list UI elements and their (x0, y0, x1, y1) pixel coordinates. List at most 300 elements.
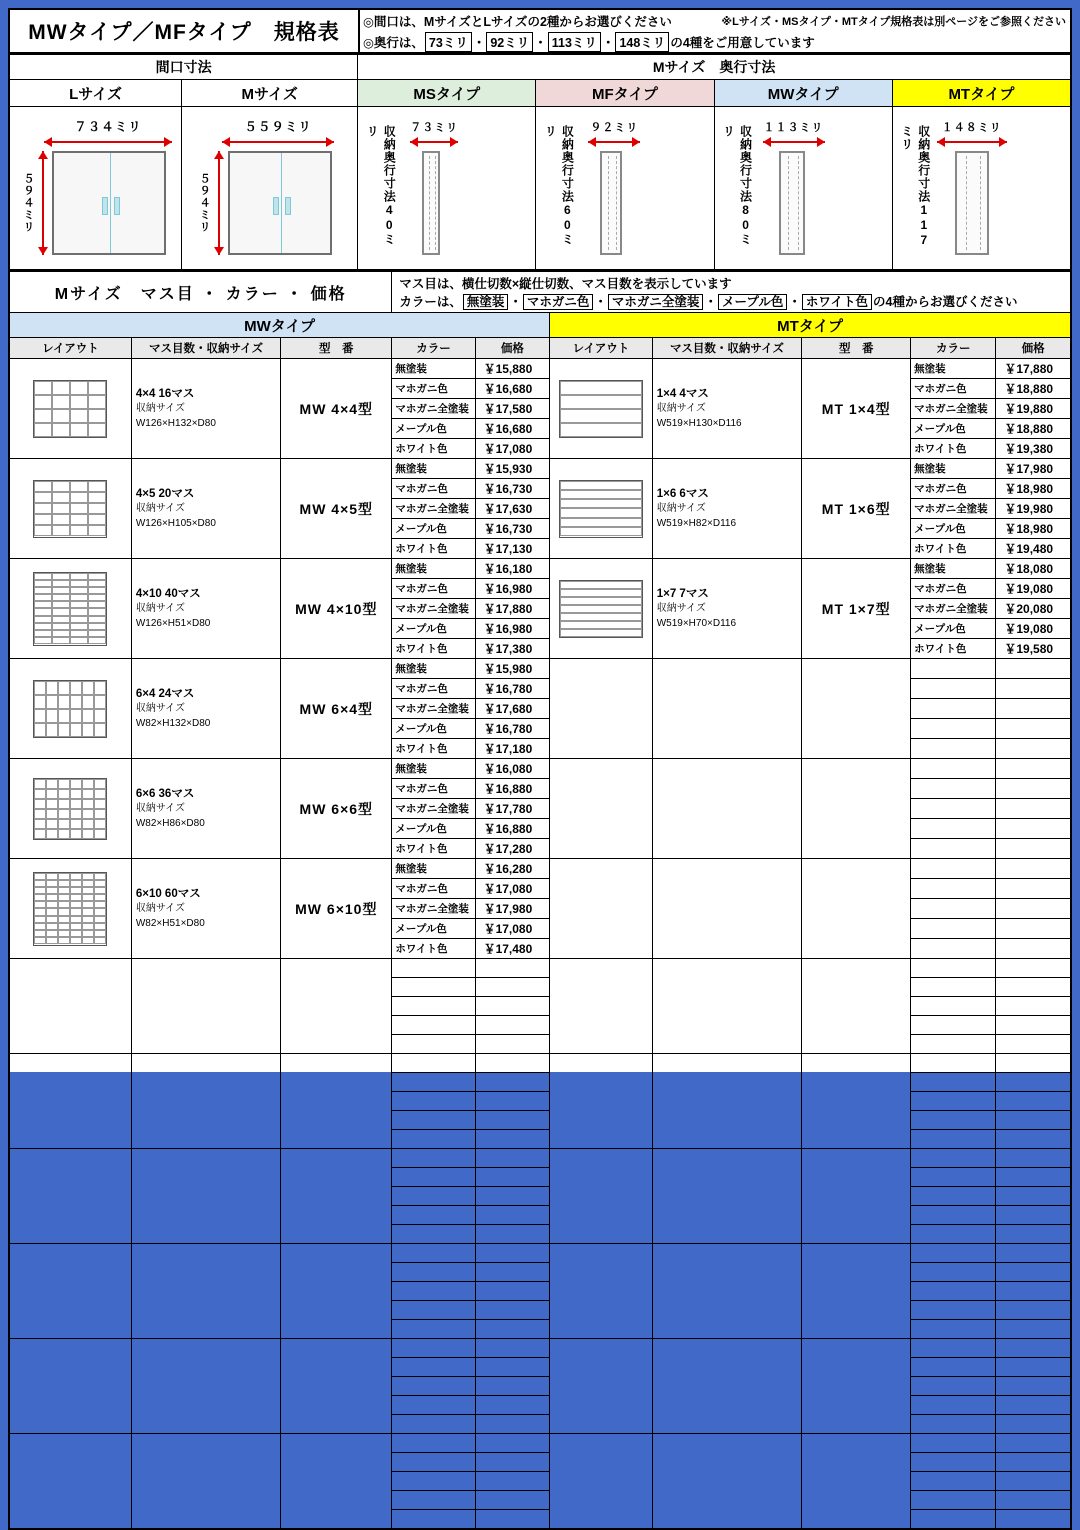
mas-size-cell (652, 1244, 802, 1339)
layout-grid-cell (82, 779, 94, 789)
layout-cell (9, 559, 131, 659)
price-value (475, 1396, 550, 1415)
layout-grid-cell (70, 937, 82, 944)
color-name: 無塗装 (911, 359, 996, 379)
layout-grid-cell (46, 887, 58, 894)
price-value: ￥18,980 (996, 479, 1071, 499)
mt-col-price: 価格 (996, 338, 1071, 359)
price-value: ￥15,880 (475, 359, 550, 379)
layout-grid-cell (34, 630, 52, 637)
size-label: 収納サイズ (135, 803, 186, 815)
color-name (392, 1415, 475, 1434)
color-name: ホワイト色 (911, 639, 996, 659)
color-name (392, 1092, 475, 1111)
layout-grid-cell (88, 630, 106, 637)
layout-grid-cell (70, 608, 88, 615)
price-value (996, 759, 1071, 779)
layout-grid-cell (34, 819, 46, 829)
layout-grid-cell (88, 525, 106, 536)
layout-grid-cell (34, 514, 52, 525)
table-row (9, 859, 1071, 879)
layout-grid-cell (34, 695, 46, 709)
color-name: マホガニ全塗装 (911, 599, 996, 619)
color-name: ホワイト色 (911, 539, 996, 559)
layout-grid-cell (46, 873, 58, 880)
color-name (911, 1168, 996, 1187)
color-name: メープル色 (911, 519, 996, 539)
layout-grid-cell (70, 923, 82, 930)
layout-cell (550, 459, 653, 559)
size-value: W126×H51×D80 (135, 617, 211, 629)
color-name: マホガニ全塗装 (911, 499, 996, 519)
layout-grid-cell (82, 873, 94, 880)
price-value: ￥17,630 (475, 499, 550, 519)
price-value: ￥17,080 (475, 919, 550, 939)
price-note-2-post: の4種からお選びください (873, 295, 1018, 309)
layout-grid-cell (70, 630, 88, 637)
m-height-arrow (212, 151, 226, 255)
color-name: 無塗装 (392, 559, 475, 579)
table-row (9, 1244, 1071, 1263)
layout-grid-cell (52, 601, 70, 608)
layout-cell (550, 1149, 653, 1244)
color-name (392, 997, 475, 1016)
note2-p4: ・ (534, 35, 547, 50)
color-name (911, 679, 996, 699)
model-number (802, 1149, 911, 1244)
table-row (9, 959, 1071, 978)
color-chip-3: メープル色 (718, 294, 787, 310)
model-number (281, 1244, 392, 1339)
price-value (475, 1301, 550, 1320)
layout-grid-cell (58, 894, 70, 901)
size-label: 収納サイズ (135, 903, 186, 915)
color-name: マホガニ色 (911, 579, 996, 599)
color-name (911, 799, 996, 819)
note2-p2: ・ (472, 35, 486, 50)
mas-size-cell (131, 1244, 280, 1339)
size-label: 収納サイズ (135, 503, 186, 515)
layout-grid-cell (94, 908, 106, 915)
price-value (996, 819, 1071, 839)
col-ms-type: MSタイプ (358, 80, 536, 107)
mas-count: 6×10 60マス (135, 887, 201, 900)
layout-cell (9, 1434, 131, 1530)
color-name (911, 1035, 996, 1054)
layout-grid-cell (34, 623, 52, 630)
note2-p5: 113ミリ (548, 32, 601, 52)
m-width-label: ５５９ミリ (244, 120, 312, 134)
size-value: W519×H130×D116 (656, 417, 742, 429)
layout-grid-cell (46, 709, 58, 723)
price-value (996, 899, 1071, 919)
layout-grid-cell (34, 587, 52, 594)
color-name (392, 1263, 475, 1282)
layout-grid-cell (70, 887, 82, 894)
layout-grid-cell (58, 809, 70, 819)
color-name (392, 1396, 475, 1415)
table-row (9, 1339, 1071, 1358)
layout-grid-cell (46, 923, 58, 930)
color-name (911, 1149, 996, 1168)
mas-count: 4×4 16マス (135, 387, 195, 400)
mt-type-header: MTタイプ (550, 313, 1071, 338)
layout-grid-cell (88, 481, 106, 492)
price-value: ￥17,130 (475, 539, 550, 559)
layout-grid (559, 380, 643, 438)
price-value (475, 997, 550, 1016)
layout-cell (9, 859, 131, 959)
color-name (911, 1510, 996, 1530)
m-cabinet-drawing (228, 151, 332, 255)
color-name: ホワイト色 (392, 839, 475, 859)
layout-grid-cell (94, 887, 106, 894)
layout-grid-cell (70, 908, 82, 915)
layout-grid-cell (34, 873, 46, 880)
color-name (911, 1225, 996, 1244)
layout-grid-cell (58, 937, 70, 944)
mw-col-layout: レイアウト (9, 338, 131, 359)
model-number: MW 4×5型 (281, 459, 392, 559)
price-value: ￥18,080 (996, 559, 1071, 579)
model-number (802, 659, 911, 759)
table-row (9, 659, 1071, 679)
color-name (911, 1358, 996, 1377)
layout-grid-cell (46, 937, 58, 944)
color-name (911, 1396, 996, 1415)
layout-grid-cell (70, 789, 82, 799)
layout-grid-cell (46, 908, 58, 915)
price-value (475, 1510, 550, 1530)
color-name: マホガニ全塗装 (392, 499, 475, 519)
layout-grid-cell (34, 492, 52, 503)
layout-grid-cell (70, 481, 88, 492)
header (8, 8, 1072, 54)
layout-grid-cell (70, 894, 82, 901)
color-name: マホガニ全塗装 (392, 599, 475, 619)
layout-grid-cell (34, 709, 46, 723)
layout-grid-cell (560, 581, 642, 589)
price-value: ￥16,680 (475, 419, 550, 439)
model-number (802, 1054, 911, 1149)
layout-grid-cell (70, 395, 88, 409)
header-note-1-text: ◎間口は、MサイズとLサイズの2種からお選びください (363, 14, 672, 29)
price-value (996, 879, 1071, 899)
price-value (475, 1168, 550, 1187)
color-name: マホガニ全塗装 (911, 399, 996, 419)
color-name: ホワイト色 (392, 639, 475, 659)
layout-grid-cell (46, 916, 58, 923)
price-value: ￥16,180 (475, 559, 550, 579)
color-name: ホワイト色 (911, 439, 996, 459)
header-notes (360, 8, 1072, 54)
model-number (802, 1434, 911, 1530)
color-name (911, 1130, 996, 1149)
okuyuki-title: Mサイズ 奥行寸法 (358, 55, 1071, 80)
price-section (8, 271, 1072, 1530)
mw-dim-label: １１３ミリ (763, 122, 824, 134)
layout-cell (550, 559, 653, 659)
price-value (996, 1092, 1071, 1111)
price-value: ￥16,730 (475, 479, 550, 499)
price-value (996, 659, 1071, 679)
layout-cell (9, 459, 131, 559)
layout-grid-cell (52, 630, 70, 637)
layout-grid-cell (34, 901, 46, 908)
color-name (911, 899, 996, 919)
size-value: W519×H82×D116 (656, 517, 737, 529)
mas-size-cell (652, 559, 802, 659)
price-value (475, 1225, 550, 1244)
mas-size-cell (131, 1149, 280, 1244)
size-label: 収納サイズ (135, 603, 186, 615)
price-value: ￥16,080 (475, 759, 550, 779)
layout-grid (33, 778, 107, 840)
color-name (911, 1282, 996, 1301)
layout-grid-cell (70, 409, 88, 423)
color-name: マホガニ色 (392, 579, 475, 599)
layout-grid-cell (58, 829, 70, 839)
price-section-title-row (9, 272, 1071, 313)
mas-size-cell (652, 959, 802, 1054)
layout-grid-cell (88, 637, 106, 644)
layout-grid-cell (94, 829, 106, 839)
price-value (996, 1111, 1071, 1130)
color-name: 無塗装 (392, 759, 475, 779)
model-number: MW 6×4型 (281, 659, 392, 759)
price-value: ￥16,980 (475, 619, 550, 639)
layout-grid-cell (94, 916, 106, 923)
color-name: メープル色 (392, 719, 475, 739)
layout-grid-cell (70, 381, 88, 395)
layout-grid-cell (88, 409, 106, 423)
layout-grid-cell (82, 894, 94, 901)
color-name (392, 978, 475, 997)
layout-cell (9, 1244, 131, 1339)
model-number (281, 1434, 392, 1530)
mas-size-cell (652, 859, 802, 959)
layout-grid-cell (94, 923, 106, 930)
layout-grid (33, 380, 107, 438)
layout-grid-cell (34, 779, 46, 789)
price-value: ￥17,180 (475, 739, 550, 759)
price-value (996, 1263, 1071, 1282)
price-value: ￥18,880 (996, 379, 1071, 399)
color-name: 無塗装 (911, 459, 996, 479)
price-value (996, 939, 1071, 959)
mt-col-layout: レイアウト (550, 338, 653, 359)
ms-panel-drawing (422, 151, 440, 255)
layout-grid-cell (58, 681, 70, 695)
layout-grid-cell (52, 381, 70, 395)
price-value (996, 1377, 1071, 1396)
layout-grid-cell (560, 481, 642, 490)
layout-grid-cell (58, 779, 70, 789)
price-value (996, 997, 1071, 1016)
layout-grid (33, 480, 107, 538)
col-mf-type: MFタイプ (536, 80, 714, 107)
layout-grid-cell (58, 789, 70, 799)
mt-depth-label: 収納奥行寸法117ミリ (899, 125, 931, 248)
color-name (392, 1320, 475, 1339)
price-value: ￥19,580 (996, 639, 1071, 659)
layout-cell (550, 859, 653, 959)
ms-depth-label: 収納奥行寸法40ミリ (365, 125, 397, 246)
price-value: ￥16,780 (475, 719, 550, 739)
price-value (475, 1434, 550, 1453)
layout-grid-cell (82, 695, 94, 709)
size-value: W82×H51×D80 (135, 917, 205, 929)
mas-size-cell (652, 759, 802, 859)
layout-grid-cell (88, 623, 106, 630)
price-value: ￥17,380 (475, 639, 550, 659)
color-name: マホガニ色 (392, 879, 475, 899)
table-row (9, 759, 1071, 779)
layout-grid-cell (34, 608, 52, 615)
color-name: 無塗装 (392, 659, 475, 679)
layout-grid-cell (52, 395, 70, 409)
mt-dim-arrow (937, 119, 1007, 149)
model-number (281, 1149, 392, 1244)
price-note-2: カラーは、 無塗装 ・ マホガニ色 ・ マホガニ全塗装 ・ メープル色 ・ ホワイト色 の4種からお選びください (399, 295, 1018, 309)
price-value: ￥17,880 (475, 599, 550, 619)
drawing-m-size (182, 107, 358, 271)
mas-size-cell (131, 459, 280, 559)
color-name: マホガニ全塗装 (392, 699, 475, 719)
mf-dim-label: ９２ミリ (590, 122, 639, 134)
layout-grid-cell (46, 681, 58, 695)
price-value: ￥17,680 (475, 699, 550, 719)
layout-grid-cell (58, 923, 70, 930)
layout-grid-cell (82, 799, 94, 809)
price-note-1: マス目は、横仕切数×縦仕切数、マス目数を表示しています (399, 277, 732, 291)
mw-vlabel-wrap (721, 125, 755, 253)
layout-cell (550, 359, 653, 459)
mas-count: 1×4 4マス (656, 387, 709, 400)
size-label: 収納サイズ (656, 503, 706, 515)
mas-size-cell (652, 1149, 802, 1244)
price-value: ￥17,980 (996, 459, 1071, 479)
layout-grid-cell (46, 809, 58, 819)
color-name (911, 839, 996, 859)
layout-grid-cell (70, 594, 88, 601)
layout-grid-cell (58, 908, 70, 915)
layout-grid-cell (88, 580, 106, 587)
layout-grid-cell (88, 587, 106, 594)
price-value (475, 1282, 550, 1301)
price-value (475, 1453, 550, 1472)
column-header-row (9, 338, 1071, 359)
color-name: メープル色 (911, 419, 996, 439)
model-number: MT 1×7型 (802, 559, 911, 659)
price-value: ￥17,880 (996, 359, 1071, 379)
layout-grid-cell (52, 587, 70, 594)
drawing-l-size (9, 107, 182, 271)
layout-grid-cell (70, 681, 82, 695)
layout-grid-cell (94, 709, 106, 723)
model-number (281, 959, 392, 1054)
note2-p6: ・ (601, 35, 615, 50)
price-value (996, 1510, 1071, 1530)
color-name: マホガニ色 (392, 379, 475, 399)
layout-grid-cell (88, 381, 106, 395)
model-number: MW 6×6型 (281, 759, 392, 859)
mt-col-color: カラー (911, 338, 996, 359)
mw-col-mas: マス目数・収納サイズ (131, 338, 280, 359)
layout-grid-cell (52, 514, 70, 525)
mas-size-cell (131, 759, 280, 859)
color-name (911, 1415, 996, 1434)
price-value: ￥19,480 (996, 539, 1071, 559)
price-value (475, 1111, 550, 1130)
price-value (475, 1092, 550, 1111)
layout-grid-cell (88, 503, 106, 514)
color-name (392, 1035, 475, 1054)
note2-p0: ◎奥行は、 (363, 35, 424, 50)
mt-dim-label: １４８ミリ (941, 122, 1002, 134)
layout-grid-cell (52, 637, 70, 644)
color-name (911, 879, 996, 899)
price-value: ￥20,080 (996, 599, 1071, 619)
ms-dim-arrow (410, 119, 458, 149)
layout-grid-cell (34, 789, 46, 799)
layout-grid-cell (34, 723, 46, 737)
price-value (996, 699, 1071, 719)
layout-cell (9, 1054, 131, 1149)
price-value (996, 1225, 1071, 1244)
mf-panel-drawing (600, 151, 622, 255)
color-name (911, 1453, 996, 1472)
price-value: ￥15,930 (475, 459, 550, 479)
layout-grid-cell (82, 923, 94, 930)
layout-grid-cell (88, 573, 106, 580)
layout-grid-cell (52, 492, 70, 503)
color-name: メープル色 (392, 919, 475, 939)
layout-grid-cell (58, 873, 70, 880)
drawing-ms-type (358, 107, 536, 271)
mw-col-price: 価格 (475, 338, 550, 359)
color-name (392, 1472, 475, 1491)
color-name (911, 1073, 996, 1092)
ms-dim-label: ７３ミリ (410, 122, 459, 134)
mas-size-cell (131, 1054, 280, 1149)
price-value (996, 1016, 1071, 1035)
layout-grid-cell (82, 829, 94, 839)
color-name (392, 1016, 475, 1035)
mt-panel-drawing (955, 151, 989, 255)
layout-grid-cell (46, 880, 58, 887)
mas-size-cell (652, 1339, 802, 1434)
price-value: ￥19,980 (996, 499, 1071, 519)
layout-grid-cell (88, 492, 106, 503)
color-name: 無塗装 (392, 859, 475, 879)
price-value: ￥16,980 (475, 579, 550, 599)
layout-grid-cell (82, 887, 94, 894)
layout-grid-cell (52, 525, 70, 536)
price-value: ￥16,730 (475, 519, 550, 539)
price-value (996, 1396, 1071, 1415)
layout-grid-cell (560, 518, 642, 527)
color-chip-4: ホワイト色 (802, 294, 872, 310)
dimension-section-subrow (9, 80, 1071, 107)
m-height-label-wrap (196, 151, 212, 255)
layout-cell (550, 759, 653, 859)
price-value (996, 1149, 1071, 1168)
model-number: MT 1×6型 (802, 459, 911, 559)
color-name (911, 1054, 996, 1073)
layout-grid-cell (82, 916, 94, 923)
m-width-arrow (222, 117, 334, 149)
